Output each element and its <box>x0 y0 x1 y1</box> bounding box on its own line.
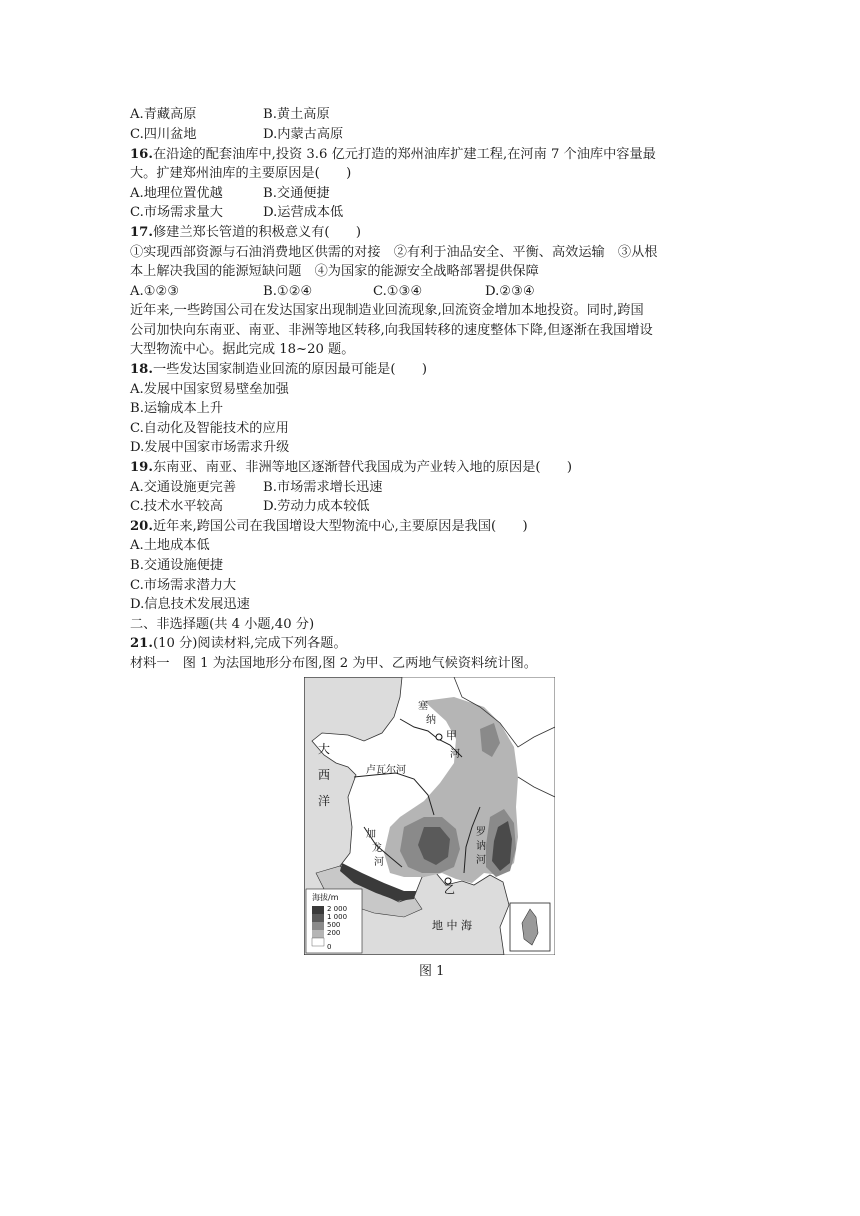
q19-option-b: B.市场需求增长迅速 <box>263 480 383 495</box>
france-terrain-map <box>304 677 555 955</box>
map-legend-swatch-500 <box>312 922 324 930</box>
q19-stem <box>130 458 572 478</box>
q18-option-a: A.发展中国家贸易壁垒加强 <box>130 382 289 397</box>
q17-items-line1: ①实现西部资源与石油消费地区供需的对接 ②有利于油品安全、平衡、高效运输 ③从根 <box>130 245 658 260</box>
map-label-jia: 甲 <box>446 729 457 742</box>
q20-option-a: A.土地成本低 <box>130 538 210 553</box>
q15-option-a: A.青藏高原 <box>130 107 197 122</box>
map-legend-swatch-1000 <box>312 914 324 922</box>
q20-option-d: D.信息技术发展迅速 <box>130 597 250 612</box>
q17-option-b: B.①②④ <box>263 284 313 299</box>
map-label-garonne-2: 龙 <box>372 843 382 854</box>
q17-option-a: A.①②③ <box>130 284 180 299</box>
map-label-ocean-2: 西 <box>318 768 331 782</box>
q17-option-d: D.②③④ <box>485 284 535 299</box>
q15-option-c: C.四川盆地 <box>130 127 197 142</box>
map-label-rhone-3: 河 <box>476 855 486 866</box>
q20-number: 20. <box>130 519 153 534</box>
map-legend-value-2000: 2 000 <box>327 905 348 913</box>
q16-option-b: B.交通便捷 <box>263 186 330 201</box>
q17-items-line2: 本上解决我国的能源短缺问题 ④为国家的能源安全战略部署提供保障 <box>130 264 539 279</box>
map-legend-value-200: 200 <box>327 929 341 937</box>
passage-line1: 近年来,一些跨国公司在发达国家出现制造业回流现象,回流资金增加本地投资。同时,跨国 <box>130 303 644 318</box>
map-label-seine-3: 河 <box>450 749 460 760</box>
map-label-ocean-3: 洋 <box>318 794 331 808</box>
q19-option-c: C.技术水平较高 <box>130 499 223 514</box>
q18-stem-text: 一些发达国家制造业回流的原因最可能是( ) <box>152 362 427 377</box>
map-legend-value-1000: 1 000 <box>327 913 348 921</box>
q16-option-a: A.地理位置优越 <box>130 186 223 201</box>
q16-stem-line2: 大。扩建郑州油库的主要原因是( ) <box>130 166 352 181</box>
q21-stem-text: (10 分)阅读材料,完成下列各题。 <box>152 636 347 651</box>
q18-number: 18. <box>130 362 153 377</box>
q21-material1: 材料一 图 1 为法国地形分布图,图 2 为甲、乙两地气候资料统计图。 <box>130 656 537 671</box>
q15-option-d: D.内蒙古高原 <box>263 127 344 142</box>
q15-option-b: B.黄土高原 <box>263 107 330 122</box>
q20-option-b: B.交通设施便捷 <box>130 558 224 573</box>
q19-option-a: A.交通设施更完善 <box>130 480 237 495</box>
map-legend-swatch-0 <box>312 938 324 946</box>
q18-option-b: B.运输成本上升 <box>130 401 224 416</box>
map-label-garonne-1: 加 <box>366 829 376 840</box>
q19-number: 19. <box>130 460 153 475</box>
q17-stem <box>130 223 361 243</box>
q18-option-d: D.发展中国家市场需求升级 <box>130 440 290 455</box>
q17-stem-text: 修建兰郑长管道的积极意义有( ) <box>152 225 362 240</box>
q16-number: 16. <box>130 147 153 162</box>
map-label-ocean-1: 大 <box>318 742 331 756</box>
map-marker-jia <box>436 734 442 740</box>
q16-stem-line1 <box>130 145 656 165</box>
map-label-rhone-2: 讷 <box>476 841 486 852</box>
map-legend-value-0: 0 <box>327 943 332 951</box>
map-legend-swatch-2000 <box>312 906 324 914</box>
map-label-mediterranean: 地 中 海 <box>432 919 472 932</box>
passage-line2: 公司加快向东南亚、南亚、非洲等地区转移,向我国转移的速度整体下降,但逐渐在我国增设 <box>130 323 653 338</box>
q16-option-d: D.运营成本低 <box>263 205 344 220</box>
figure-caption: 图 1 <box>419 964 445 979</box>
q20-stem-text: 近年来,跨国公司在我国增设大型物流中心,主要原因是我国( ) <box>152 519 528 534</box>
q19-option-d: D.劳动力成本较低 <box>263 499 370 514</box>
q21-number: 21. <box>130 636 153 651</box>
map-label-rhone-1: 罗 <box>476 827 486 838</box>
q18-stem <box>130 360 427 380</box>
q16-stem-text-1: 在沿途的配套油库中,投资 3.6 亿元打造的郑州油库扩建工程,在河南 7 个油库中容量最 <box>152 147 656 162</box>
map-label-yi: 乙 <box>444 883 455 896</box>
q18-option-c: C.自动化及智能技术的应用 <box>130 421 289 436</box>
q20-stem <box>130 517 528 537</box>
map-legend-value-500: 500 <box>327 921 341 929</box>
passage-line3: 大型物流中心。据此完成 18~20 题。 <box>130 342 355 357</box>
q16-option-c: C.市场需求量大 <box>130 205 223 220</box>
map-legend-title: 海拔/m <box>312 893 339 902</box>
q19-stem-text: 东南亚、南亚、非洲等地区逐渐替代我国成为产业转入地的原因是( ) <box>152 460 573 475</box>
section2-heading: 二、非选择题(共 4 小题,40 分) <box>130 617 315 632</box>
q17-option-c: C.①③④ <box>373 284 423 299</box>
map-label-seine-1: 塞 <box>418 701 428 712</box>
map-label-seine-2: 纳 <box>426 715 436 726</box>
map-label-loire: 卢瓦尔河 <box>366 765 406 776</box>
q21-stem <box>130 634 347 654</box>
q17-number: 17. <box>130 225 153 240</box>
map-label-garonne-3: 河 <box>374 857 384 868</box>
q20-option-c: C.市场需求潜力大 <box>130 578 237 593</box>
map-legend-swatch-200 <box>312 930 324 938</box>
